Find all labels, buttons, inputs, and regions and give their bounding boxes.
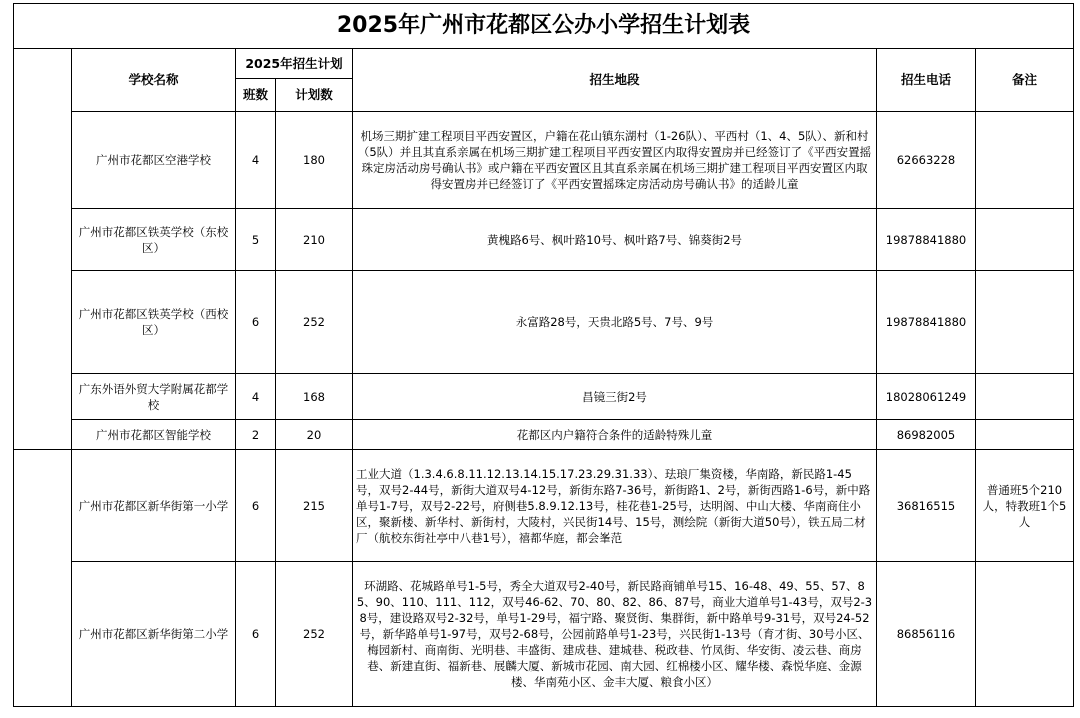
school-name: 广东外语外贸大学附属花都学校 (72, 374, 236, 420)
table-row (14, 562, 1074, 707)
header-classes: 班数 (236, 79, 276, 112)
school-name: 广州市花都区新华街第二小学 (72, 562, 236, 707)
group-side-cell-2 (14, 450, 72, 707)
remark (976, 112, 1074, 209)
phone-number: 19878841880 (877, 209, 976, 271)
header-area: 招生地段 (353, 49, 877, 112)
class-count: 4 (236, 112, 276, 209)
school-name: 广州市花都区铁英学校（西校区） (72, 271, 236, 374)
remark (976, 271, 1074, 374)
school-name: 广州市花都区新华街第一小学 (72, 450, 236, 562)
table-row (14, 271, 1074, 374)
enrollment-plan-table (13, 3, 1074, 707)
class-count: 5 (236, 209, 276, 271)
class-count: 4 (236, 374, 276, 420)
remark: 普通班5个210人，特教班1个5人 (976, 450, 1074, 562)
enrollment-area: 环湖路、花城路单号1-5号，秀全大道双号2-40号，新民路商铺单号15、16-48、49、55、57、85、90、110、111、112，双号46-62、70、80、82、86、87号，商业大道单号1-43号，双号2-38号，建设路双号2-32号，单号1-29号，福宁路、聚贤街、集群街，新中路单号9-31号，双号24-52号，新华路单号1-97号，双号2-68号，公园前路单号1-23号，兴民街1-13号（育才街、30号小区、梅园新村、商南街、光明巷、丰盛街、建成巷、建城巷、税政巷、竹凤街、华安街、凌云巷、商房巷、新建直街、福新巷、展麟大厦、新城市花园、南大园、红棉楼小区、耀华楼、森悦华庭、金源楼、华南苑小区、金丰大厦、粮食小区） (353, 562, 877, 707)
header-plan-count: 计划数 (276, 79, 353, 112)
remark (976, 374, 1074, 420)
table-row (14, 374, 1074, 420)
page-title: 2025年广州市花都区公办小学招生计划表 (14, 4, 1074, 49)
header-school: 学校名称 (72, 49, 236, 112)
table-row (14, 112, 1074, 209)
header-plan-group: 2025年招生计划 (236, 49, 353, 79)
plan-count: 168 (276, 374, 353, 420)
plan-count: 180 (276, 112, 353, 209)
phone-number: 36816515 (877, 450, 976, 562)
plan-count: 20 (276, 420, 353, 450)
phone-number: 86856116 (877, 562, 976, 707)
phone-number: 18028061249 (877, 374, 976, 420)
table-row (14, 209, 1074, 271)
class-count: 6 (236, 450, 276, 562)
phone-number: 19878841880 (877, 271, 976, 374)
remark (976, 562, 1074, 707)
enrollment-area: 工业大道（1.3.4.6.8.11.12.13.14.15.17.23.29.31.33）、珐琅厂集资楼，华南路，新民路1-45号，双号2-44号，新街大道双号4-12号，新街东路7-36号，新街路1、2号，新街西路1-6号，新中路单号1-7号，双号2-22号，府侧巷5.8.9.12.13号，桂花巷1-25号，达明阁、中山大楼、华南商住小区，聚新楼、新华村、新街村，大陵村，兴民街14号、15号，测绘院（新街大道50号），铁五局二材厂（航校东街社亭中八巷1号），禧都华庭，都会峯范 (353, 450, 877, 562)
enrollment-area: 机场三期扩建工程项目平西安置区，户籍在花山镇东湖村（1-26队）、平西村（1、4、5队）、新和村（5队）并且其直系亲属在机场三期扩建工程项目平西安置区内取得安置房并已经签订了《平西安置摇珠定房活动房号确认书》或户籍在平西安置区且其直系亲属在机场三期扩建工程项目平西安置区内取得安置房并已经签订了《平西安置摇珠定房活动房号确认书》的适龄儿童 (353, 112, 877, 209)
plan-count: 215 (276, 450, 353, 562)
remark (976, 209, 1074, 271)
school-name: 广州市花都区空港学校 (72, 112, 236, 209)
enrollment-area: 永富路28号，天贵北路5号、7号、9号 (353, 271, 877, 374)
header-phone: 招生电话 (877, 49, 976, 112)
table-row (14, 420, 1074, 450)
plan-count: 252 (276, 271, 353, 374)
class-count: 6 (236, 271, 276, 374)
remark (976, 420, 1074, 450)
table-row (14, 450, 1074, 562)
enrollment-area: 昌镜三街2号 (353, 374, 877, 420)
plan-count: 210 (276, 209, 353, 271)
class-count: 6 (236, 562, 276, 707)
school-name: 广州市花都区铁英学校（东校区） (72, 209, 236, 271)
school-name: 广州市花都区智能学校 (72, 420, 236, 450)
phone-number: 86982005 (877, 420, 976, 450)
enrollment-area: 花都区内户籍符合条件的适龄特殊儿童 (353, 420, 877, 450)
class-count: 2 (236, 420, 276, 450)
enrollment-area: 黄槐路6号、枫叶路10号、枫叶路7号、锦葵街2号 (353, 209, 877, 271)
group-side-cell-1 (14, 49, 72, 450)
plan-count: 252 (276, 562, 353, 707)
header-remark: 备注 (976, 49, 1074, 112)
phone-number: 62663228 (877, 112, 976, 209)
